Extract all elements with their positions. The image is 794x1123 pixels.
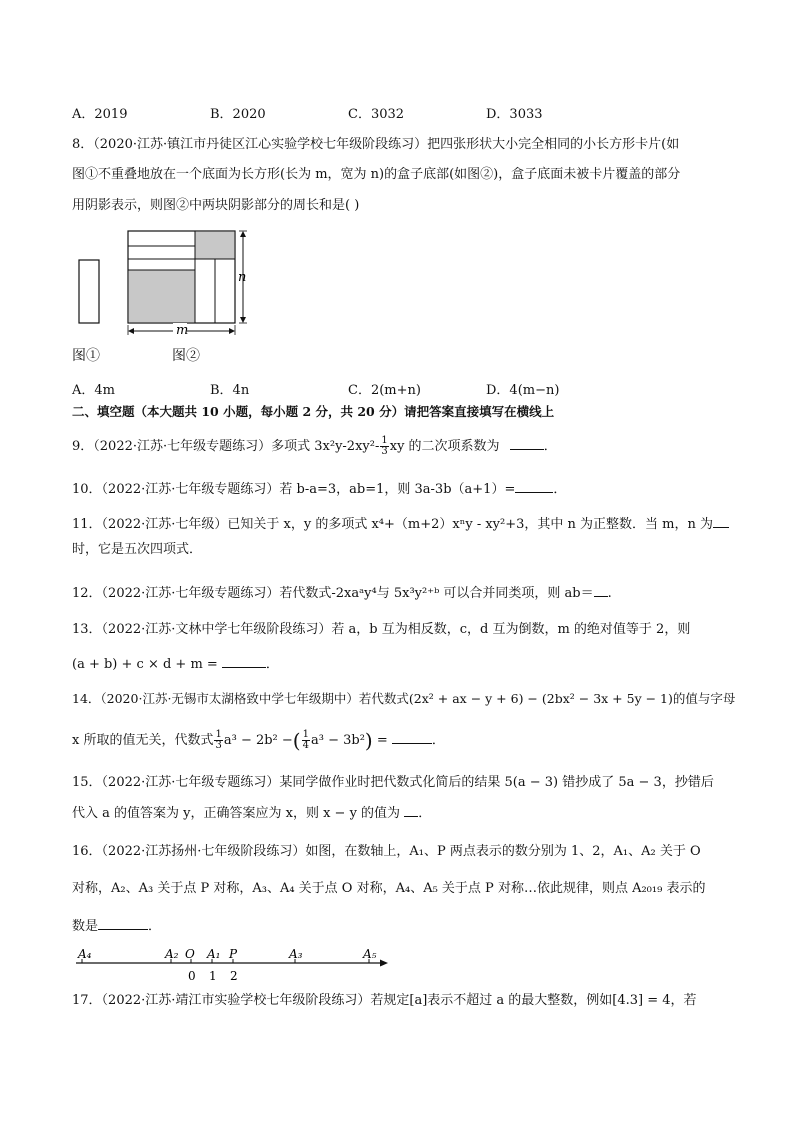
q9-fraction: $\frac{1}{3}$ [381, 435, 388, 457]
dim-n-label: n [238, 270, 247, 285]
number-0: 0 [188, 969, 196, 983]
q14-text-pre: x 所取的值无关，代数式 [72, 733, 214, 748]
q9-text-post: xy 的二次项系数为 [389, 439, 500, 454]
q16-line-1: 16．（2022·江苏扬州·七年级阶段练习）如图，在数轴上，A₁、P 两点表示的数分别为 1、2，A₁、A₂ 关于 O [72, 844, 701, 859]
q12-answer-blank[interactable] [594, 584, 608, 597]
label-a4: A₄ [78, 947, 92, 961]
q8-line-2: 图①不重叠地放在一个底面为长方形(长为 m，宽为 n)的盒子底部(如图②)，盒子底面未被卡片覆盖的部分 [72, 167, 681, 182]
q16-line-2: 对称，A₂、A₃ 关于点 P 对称，A₃、A₄ 关于点 O 对称，A₄、A₅ 关于点 P 对称…依此规律，则点 A₂₀₁₉ 表示的 [72, 881, 706, 896]
q16-line-3: 数是 ． [72, 919, 162, 934]
q7-option-d: D．3033 [486, 107, 543, 122]
q8-option-c: C．2(m+n) [348, 383, 421, 398]
q7-option-a: A．2019 [72, 107, 128, 122]
q8-line-1: 8．（2020·江苏·镇江市丹徒区江心实验学校七年级阶段练习）把四张形状大小完全相同的小长方形卡片(如 [72, 137, 680, 152]
q11-line-2: 时，它是五次四项式． [72, 542, 203, 557]
number-line-arrow [380, 960, 388, 967]
q9-text-pre: 9．（2022·江苏·七年级专题练习）多项式 3x²y-2xy²- [72, 439, 380, 454]
fig1-card [79, 260, 99, 323]
q12-text: 12．（2022·江苏·七年级专题练习）若代数式-2xaᵃy⁴与 5x³y²⁺ᵇ 可以合并同类项，则 ab＝ [72, 586, 594, 601]
q17-line: 17．（2022·江苏·靖江市实验学校七年级阶段练习）若规定[a]表示不超过 a 的最大整数，例如[4.3] = 4，若 [72, 993, 697, 1008]
label-a5: A₅ [363, 947, 377, 961]
q8-option-a: A．4m [72, 383, 115, 398]
label-p: P [229, 947, 238, 961]
q13-line-1: 13．（2022·江苏·文林中学七年级阶段练习）若 a，b 互为相反数，c，d 互为倒数，m 的绝对值等于 2，则 [72, 622, 691, 637]
q15-line-1: 15．（2022·江苏·七年级专题练习）某同学做作业时把代数式化简后的结果 5(a − 3) 错抄成了 5a − 3，抄错后 [72, 775, 714, 790]
q16-number-line [70, 940, 400, 985]
q7-option-b: B．2020 [210, 107, 266, 122]
q10-text: 10．（2022·江苏·七年级专题练习）若 b-a=3，ab=1，则 3a-3b（a+1）= [72, 482, 516, 497]
number-1: 1 [209, 969, 217, 983]
label-a2: A₂ [165, 947, 179, 961]
q13-line-2: (a + b) + c × d + m = ． [72, 657, 279, 672]
q8-figure [70, 225, 270, 345]
fig1-label: 图① [72, 348, 100, 364]
q14-answer-blank[interactable] [392, 731, 432, 744]
q8-option-d: D．4(m−n) [486, 383, 560, 398]
fig2-label: 图② [172, 348, 200, 364]
section-2-header: 二、填空题（本大题共 10 小题，每小题 2 分，共 20 分）请把答案直接填写在横线上 [72, 404, 555, 419]
q15-line-2: 代入 a 的值答案为 y，正确答案应为 x，则 x − y 的值为 ． [72, 806, 432, 821]
q16-text-3: 数是 [72, 919, 99, 934]
q7-option-c: C．3032 [348, 107, 405, 122]
fig2-shade-top [195, 231, 235, 259]
q12-line: 12．（2022·江苏·七年级专题练习）若代数式-2xaᵃy⁴与 5x³y²⁺ᵇ 可以合并同类项，则 ab＝ . [72, 586, 612, 601]
q8-line-3: 用阴影表示，则图②中两块阴影部分的周长和是( ) [72, 198, 360, 213]
q11-text-1: 11．（2022·江苏·七年级）已知关于 x，y 的多项式 x⁴+（m+2）xⁿy - xy²+3，其中 n 为正整数．当 m，n 为 [72, 517, 713, 532]
label-o: O [185, 947, 195, 961]
q11-answer-blank[interactable] [713, 515, 729, 528]
q16-answer-blank[interactable] [98, 917, 148, 930]
q13-text-2: (a + b) + c × d + m = [72, 657, 218, 672]
q14-line-2: x 所取的值无关，代数式 $\frac{1}{3}$ a³ − 2b² −( $\frac{1}{4}$ a³ − 3b²) = ． [72, 728, 445, 753]
number-2: 2 [230, 969, 238, 983]
q13-answer-blank[interactable] [222, 655, 266, 668]
label-a1: A₁ [207, 947, 221, 961]
q9-line: 9．（2022·江苏·七年级专题练习）多项式 3x²y-2xy²- $\frac{1}{3}$ xy 的二次项系数为 ． [72, 435, 557, 457]
q14-line-1: 14．（2020·江苏·无锡市太湖格致中学七年级期中）若代数式(2x² + ax − y + 6) − (2bx² − 3x + 5y − 1)的值与字母 [72, 691, 736, 706]
q8-option-b: B．4n [210, 383, 250, 398]
fig2-shade-bottom [128, 270, 195, 323]
q10-line: 10．（2022·江苏·七年级专题练习）若 b-a=3，ab=1，则 3a-3b（a+1）= ． [72, 482, 567, 497]
q9-answer-blank[interactable] [510, 437, 544, 450]
dim-m-label: m [176, 323, 189, 338]
q11-line-1 [72, 515, 729, 534]
q10-answer-blank[interactable] [515, 480, 553, 493]
q15-answer-blank[interactable] [404, 804, 418, 817]
label-a3: A₃ [289, 947, 303, 961]
q15-text-2: 代入 a 的值答案为 y，正确答案应为 x，则 x − y 的值为 [72, 806, 401, 821]
